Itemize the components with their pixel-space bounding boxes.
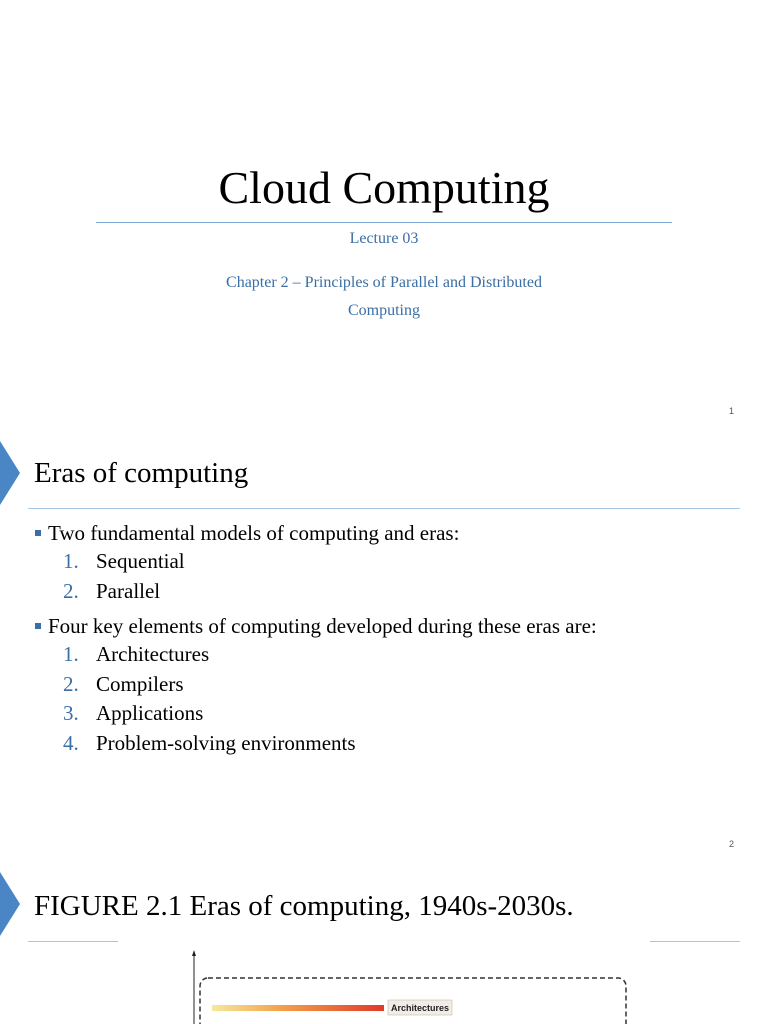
figure-slide — [0, 860, 768, 1024]
bullet-icon — [35, 623, 41, 629]
list-text: Applications — [96, 701, 204, 725]
eras-figure — [180, 948, 640, 1024]
list-item — [35, 547, 735, 577]
bullet-item — [35, 612, 735, 640]
slide-arrow-icon — [0, 872, 20, 936]
list-text: Architectures — [96, 642, 210, 666]
slide-title: FIGURE 2.1 Eras of computing, 1940s-2030s. — [34, 890, 574, 922]
list-text: Parallel — [96, 578, 161, 603]
slide-arrow-icon — [0, 441, 20, 505]
bullet-item — [35, 519, 735, 547]
list-item — [35, 670, 735, 700]
chapter-line-2: Computing — [347, 302, 420, 319]
list-number: 1. — [63, 642, 79, 666]
list-item — [35, 729, 735, 759]
bullet-text: Two fundamental models of computing and eras: — [48, 521, 460, 545]
bullet-text: Four key elements of computing developed during these eras are: — [48, 614, 597, 638]
chapter-line-1: Chapter 2 – Principles of Parallel and Distributed — [226, 274, 542, 291]
slide-content — [35, 517, 735, 758]
title-divider — [96, 222, 672, 223]
list-number: 2. — [63, 578, 79, 603]
figure-label: Architectures — [390, 1003, 450, 1013]
list-number: 3. — [63, 701, 79, 725]
title-slide — [0, 0, 768, 433]
list-item — [35, 640, 735, 670]
list-text: Sequential — [96, 549, 185, 573]
lecture-label: Lecture 03 — [349, 230, 419, 247]
list-text: Compilers — [96, 671, 184, 696]
list-number: 1. — [63, 549, 79, 573]
list-item — [35, 699, 735, 729]
list-item — [35, 577, 735, 607]
list-number: 2. — [63, 671, 79, 696]
slide-title: Cloud Computing — [218, 162, 550, 213]
page-number: 1 — [728, 406, 734, 416]
content-slide — [0, 433, 768, 860]
slide-title: Eras of computing — [34, 457, 249, 489]
list-number: 4. — [63, 730, 79, 755]
list-text: Problem-solving environments — [96, 730, 356, 755]
title-divider-right — [650, 941, 740, 942]
chapter-subtitle — [184, 269, 584, 325]
title-divider — [28, 508, 740, 509]
bullet-icon — [35, 530, 41, 536]
title-divider-left — [28, 941, 118, 942]
page-number: 2 — [728, 839, 734, 849]
